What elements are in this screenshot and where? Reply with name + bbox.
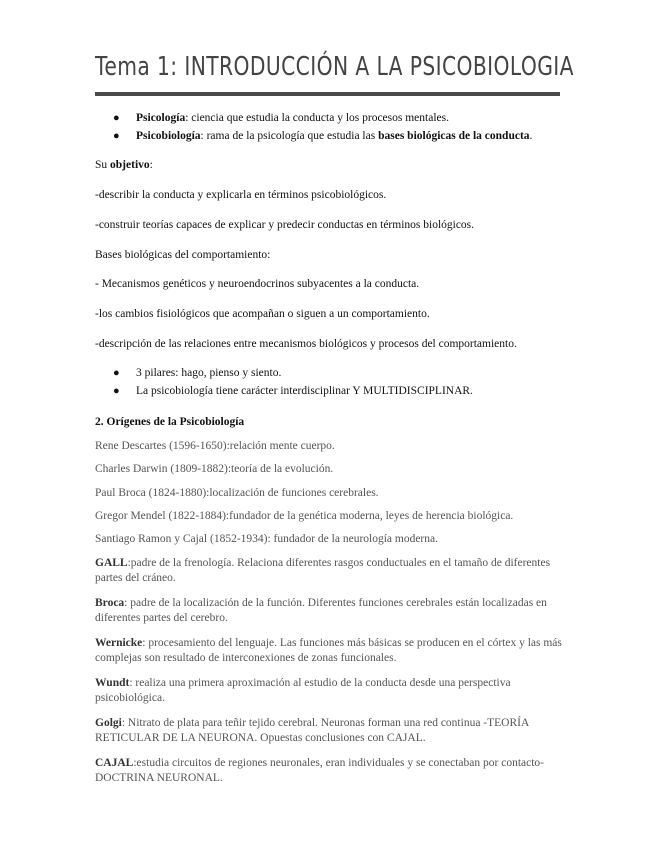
definition-end: . [529,130,533,142]
bullet-text: 3 pilares: hago, pienso y siento. [136,367,282,379]
title-underline [95,92,560,96]
bases-heading: Bases biológicas del comportamiento: [95,249,271,261]
entry-name: CAJAL [95,757,134,769]
history-item: Charles Darwin (1809-1882):teoría de la evolución. [95,463,334,475]
base-2: -los cambios fisiológicos que acompañan o siguen a un comportamiento. [95,308,430,320]
bullet-dot-icon: ● [113,385,120,397]
base-1: - Mecanismos genéticos y neuroendocrinos subyacentes a la conducta. [95,278,420,290]
objetivo-post: : [149,159,153,171]
bullet-text [136,129,532,144]
history-item: Gregor Mendel (1822-1884):fundador de la genética moderna, leyes de herencia biológica. [95,510,514,522]
entry-name: Broca [95,597,125,609]
entry-text: :estudia circuitos de regiones neuronales, eran individuales y se conectaban por contacto-DOCTRINA NEURONAL. [95,757,544,784]
entry-name: Wernicke [95,637,143,649]
objetivo-bold: objetivo [110,159,150,171]
objective-1: -describir la conducta y explicarla en términos psicobiológicos. [95,189,387,201]
entry-name: GALL [95,557,128,569]
history-item: Paul Broca (1824-1880):localización de funciones cerebrales. [95,487,379,499]
entry-text: : Nitrato de plata para teñir tejido cerebral. Neuronas forman una red continua -TEORÍA RETICULAR DE LA NEURONA. Opuestas conclusiones con CAJAL. [95,717,529,744]
entry-wundt [95,676,563,706]
page-title: Tema 1: INTRODUCCIÓN A LA PSICOBIOLOGIA [95,52,574,82]
base-3: -descripción de las relaciones entre mecanismos biológicos y procesos del comportamiento. [95,338,517,350]
entry-cajal [95,756,563,786]
objetivo-line [95,158,153,173]
entry-text: : realiza una primera aproximación al estudio de la conducta desde una perspectiva psicobiológica. [95,677,511,704]
bullet-text [136,111,449,126]
entry-wernicke [95,636,563,666]
entry-text: : procesamiento del lenguaje. Las funciones más básicas se producen en el córtex y las más complejas son resultado de interconexiones de zonas funcionales. [95,637,562,664]
bullet-dot-icon: ● [113,112,120,124]
definition: : ciencia que estudia la conducta y los procesos mentales. [185,112,449,124]
history-item: Rene Descartes (1596-1650):relación mente cuerpo. [95,440,335,452]
entry-text: : padre de la localización de la función. Diferentes funciones cerebrales están localizadas en diferentes partes del cerebro. [95,597,547,624]
history-item: Santiago Ramon y Cajal (1852-1934): fundador de la neurología moderna. [95,533,438,545]
bullet-text: La psicobiología tiene carácter interdisciplinar Y MULTIDISCIPLINAR. [136,385,473,397]
entry-broca [95,596,563,626]
definition-bold: bases biológicas de la conducta [378,130,530,142]
entry-gall [95,556,563,586]
objetivo-pre: Su [95,159,111,171]
definition: : rama de la psicología que estudia las [200,130,379,142]
entry-name: Wundt [95,677,130,689]
objective-2: -construir teorías capaces de explicar y predecir conductas en términos biológicos. [95,219,475,231]
entry-name: Golgi [95,717,122,729]
bullet-dot-icon: ● [113,130,120,142]
term: Psicobiología [136,130,201,142]
entry-text: :padre de la frenología. Relaciona diferentes rasgos conductuales en el tamaño de diferentes partes del cráneo. [95,557,551,584]
section-heading: 2. Orígenes de la Psicobiología [95,416,245,428]
entry-golgi [95,716,563,746]
bullet-dot-icon: ● [113,367,120,379]
term: Psicología [136,112,186,124]
